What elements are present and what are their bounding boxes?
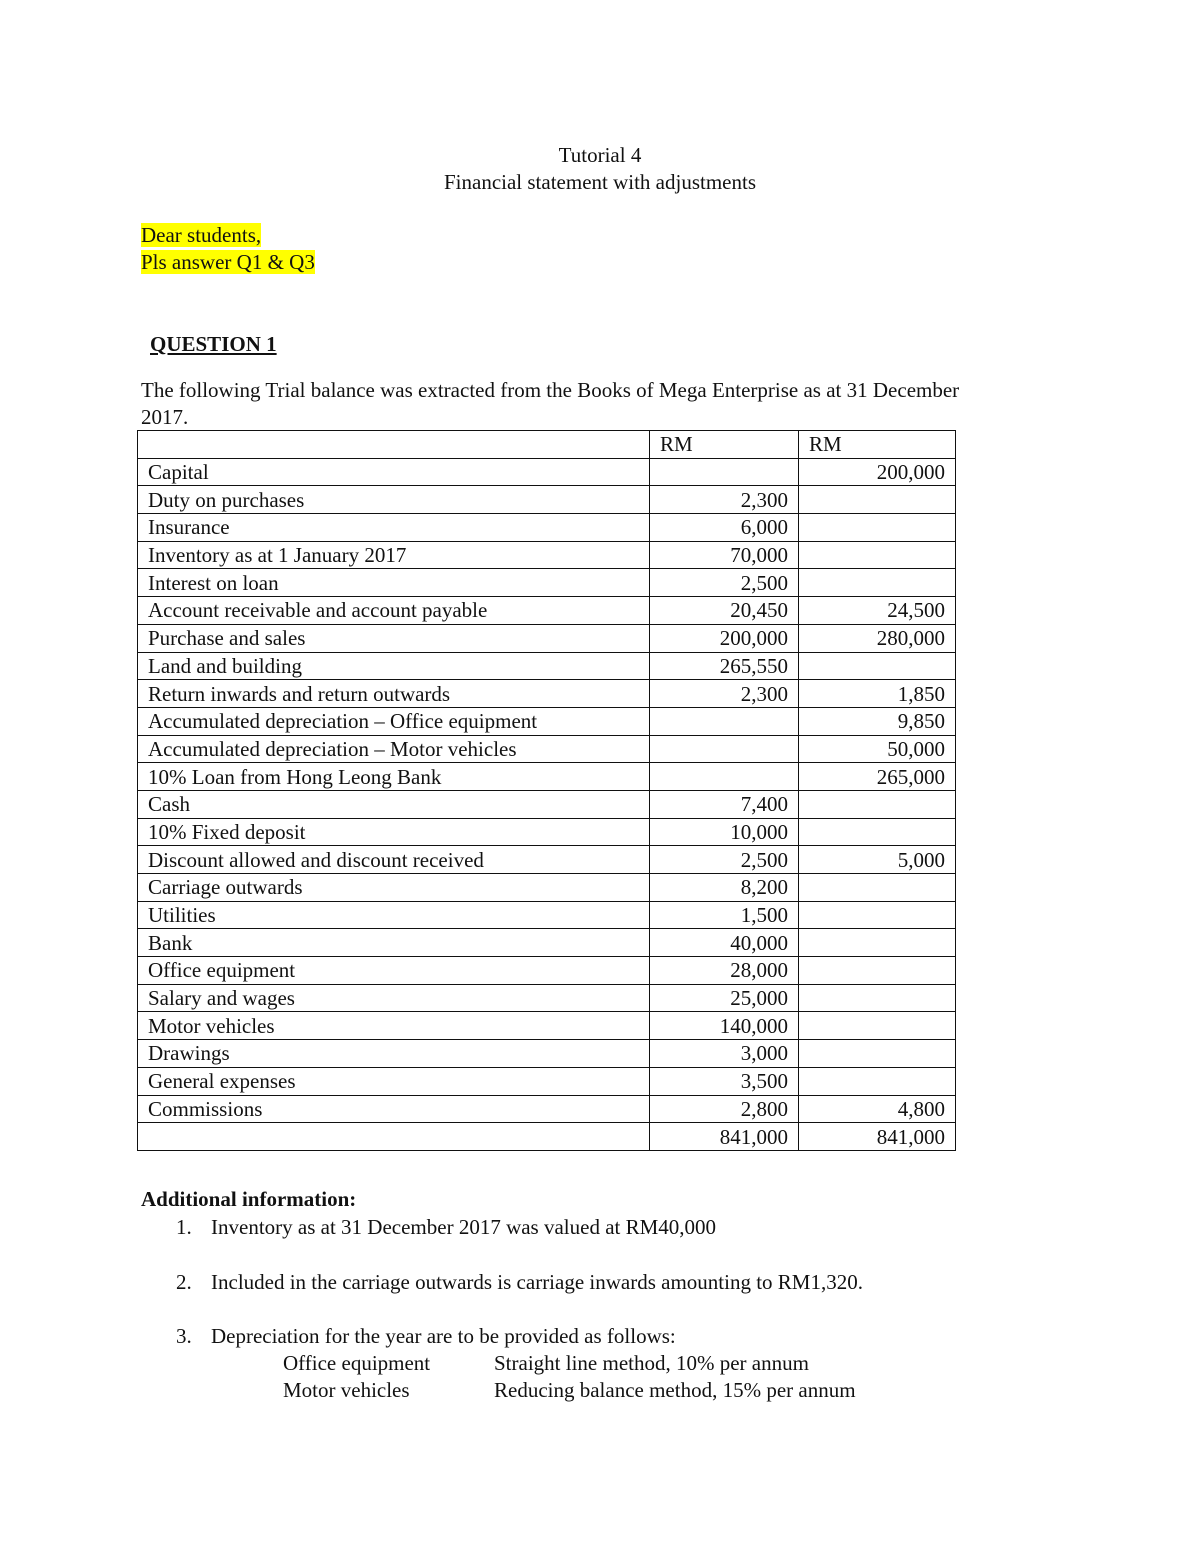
table-row [138,929,956,957]
credit-cell [799,569,956,597]
account-name-cell: Accumulated depreciation – Motor vehicles [138,735,650,763]
table-row [138,1123,956,1151]
debit-cell: 2,300 [650,486,799,514]
debit-cell: 2,500 [650,569,799,597]
credit-cell [799,541,956,569]
debit-cell: 1,500 [650,901,799,929]
list-item-number: 2. [176,1270,192,1294]
debit-cell: 3,000 [650,1040,799,1068]
account-name-cell: Duty on purchases [138,486,650,514]
account-name-cell: Bank [138,929,650,957]
debit-cell: 2,500 [650,846,799,874]
credit-cell: 841,000 [799,1123,956,1151]
account-name-cell: Utilities [138,901,650,929]
table-row [138,514,956,542]
credit-cell: RM [799,431,956,459]
account-name-cell: Purchase and sales [138,624,650,652]
debit-cell: 20,450 [650,597,799,625]
greeting-line-2: Pls answer Q1 & Q3 [141,250,315,274]
account-name-cell: Salary and wages [138,984,650,1012]
document-subtitle: Financial statement with adjustments [443,170,757,194]
credit-cell [799,652,956,680]
debit-cell: 2,300 [650,680,799,708]
account-name-cell: Discount allowed and discount received [138,846,650,874]
table-row [138,458,956,486]
credit-cell [799,1067,956,1095]
account-name-cell: Inventory as at 1 January 2017 [138,541,650,569]
account-name-cell: Land and building [138,652,650,680]
credit-cell [799,901,956,929]
greeting-note [141,222,315,276]
credit-cell [799,818,956,846]
table-row [138,735,956,763]
debit-cell: 6,000 [650,514,799,542]
trial-balance-table [137,430,956,1151]
question-heading: QUESTION 1 [150,332,277,356]
account-name-cell: Insurance [138,514,650,542]
credit-cell [799,984,956,1012]
table-row [138,763,956,791]
document-title: Tutorial 4 [558,143,642,167]
table-header-row [138,431,956,459]
table-row [138,624,956,652]
table-row [138,1067,956,1095]
depreciation-method-office: Straight line method, 10% per annum [494,1351,809,1375]
greeting-line-1: Dear students, [141,223,262,247]
debit-cell: RM [650,431,799,459]
table-row [138,846,956,874]
account-name-cell: Commissions [138,1095,650,1123]
table-row [138,1012,956,1040]
credit-cell [799,874,956,902]
debit-cell [650,707,799,735]
table-row [138,818,956,846]
table-row [138,901,956,929]
credit-cell: 200,000 [799,458,956,486]
additional-info-heading: Additional information: [141,1187,357,1211]
table-row [138,652,956,680]
table-row [138,569,956,597]
question-intro: The following Trial balance was extracted from the Books of Mega Enterprise as at 31 December 2017. [141,378,960,429]
list-item-text: Depreciation for the year are to be provided as follows: [211,1324,676,1348]
debit-cell: 7,400 [650,790,799,818]
account-name-cell: Capital [138,458,650,486]
account-name-cell: Drawings [138,1040,650,1068]
table-row [138,486,956,514]
credit-cell: 1,850 [799,680,956,708]
debit-cell: 3,500 [650,1067,799,1095]
debit-cell: 10,000 [650,818,799,846]
credit-cell [799,790,956,818]
table-row [138,707,956,735]
credit-cell: 24,500 [799,597,956,625]
table-row [138,541,956,569]
account-name-cell: Motor vehicles [138,1012,650,1040]
table-row [138,984,956,1012]
account-name-cell: Accumulated depreciation – Office equipment [138,707,650,735]
debit-cell [650,763,799,791]
credit-cell: 280,000 [799,624,956,652]
depreciation-method-motor: Reducing balance method, 15% per annum [494,1378,856,1402]
debit-cell [650,458,799,486]
list-item-number: 3. [176,1324,192,1348]
account-name-cell: General expenses [138,1067,650,1095]
credit-cell [799,929,956,957]
credit-cell [799,514,956,542]
debit-cell: 2,800 [650,1095,799,1123]
table-row [138,1040,956,1068]
account-name-cell: Carriage outwards [138,874,650,902]
debit-cell: 40,000 [650,929,799,957]
debit-cell: 25,000 [650,984,799,1012]
table-row [138,597,956,625]
table-row [138,680,956,708]
table-row [138,790,956,818]
credit-cell: 50,000 [799,735,956,763]
debit-cell: 200,000 [650,624,799,652]
table-row [138,1095,956,1123]
credit-cell [799,486,956,514]
debit-cell [650,735,799,763]
account-name-cell: 10% Fixed deposit [138,818,650,846]
account-name-cell: Account receivable and account payable [138,597,650,625]
account-name-cell: Interest on loan [138,569,650,597]
credit-cell: 4,800 [799,1095,956,1123]
credit-cell: 5,000 [799,846,956,874]
list-item-text: Included in the carriage outwards is carriage inwards amounting to RM1,320. [211,1270,863,1294]
account-name-cell: Office equipment [138,957,650,985]
debit-cell: 28,000 [650,957,799,985]
account-name-cell [138,431,650,459]
depreciation-asset-office: Office equipment [283,1351,431,1375]
account-name-cell [138,1123,650,1151]
credit-cell [799,1040,956,1068]
table-row [138,957,956,985]
debit-cell: 140,000 [650,1012,799,1040]
list-item-text: Inventory as at 31 December 2017 was valued at RM40,000 [211,1215,717,1239]
debit-cell: 841,000 [650,1123,799,1151]
account-name-cell: Return inwards and return outwards [138,680,650,708]
account-name-cell: 10% Loan from Hong Leong Bank [138,763,650,791]
debit-cell: 70,000 [650,541,799,569]
account-name-cell: Cash [138,790,650,818]
credit-cell [799,957,956,985]
table-row [138,874,956,902]
document-header [0,142,1200,196]
credit-cell: 9,850 [799,707,956,735]
credit-cell [799,1012,956,1040]
credit-cell: 265,000 [799,763,956,791]
debit-cell: 265,550 [650,652,799,680]
depreciation-asset-motor: Motor vehicles [283,1378,410,1402]
debit-cell: 8,200 [650,874,799,902]
list-item-number: 1. [176,1215,192,1239]
